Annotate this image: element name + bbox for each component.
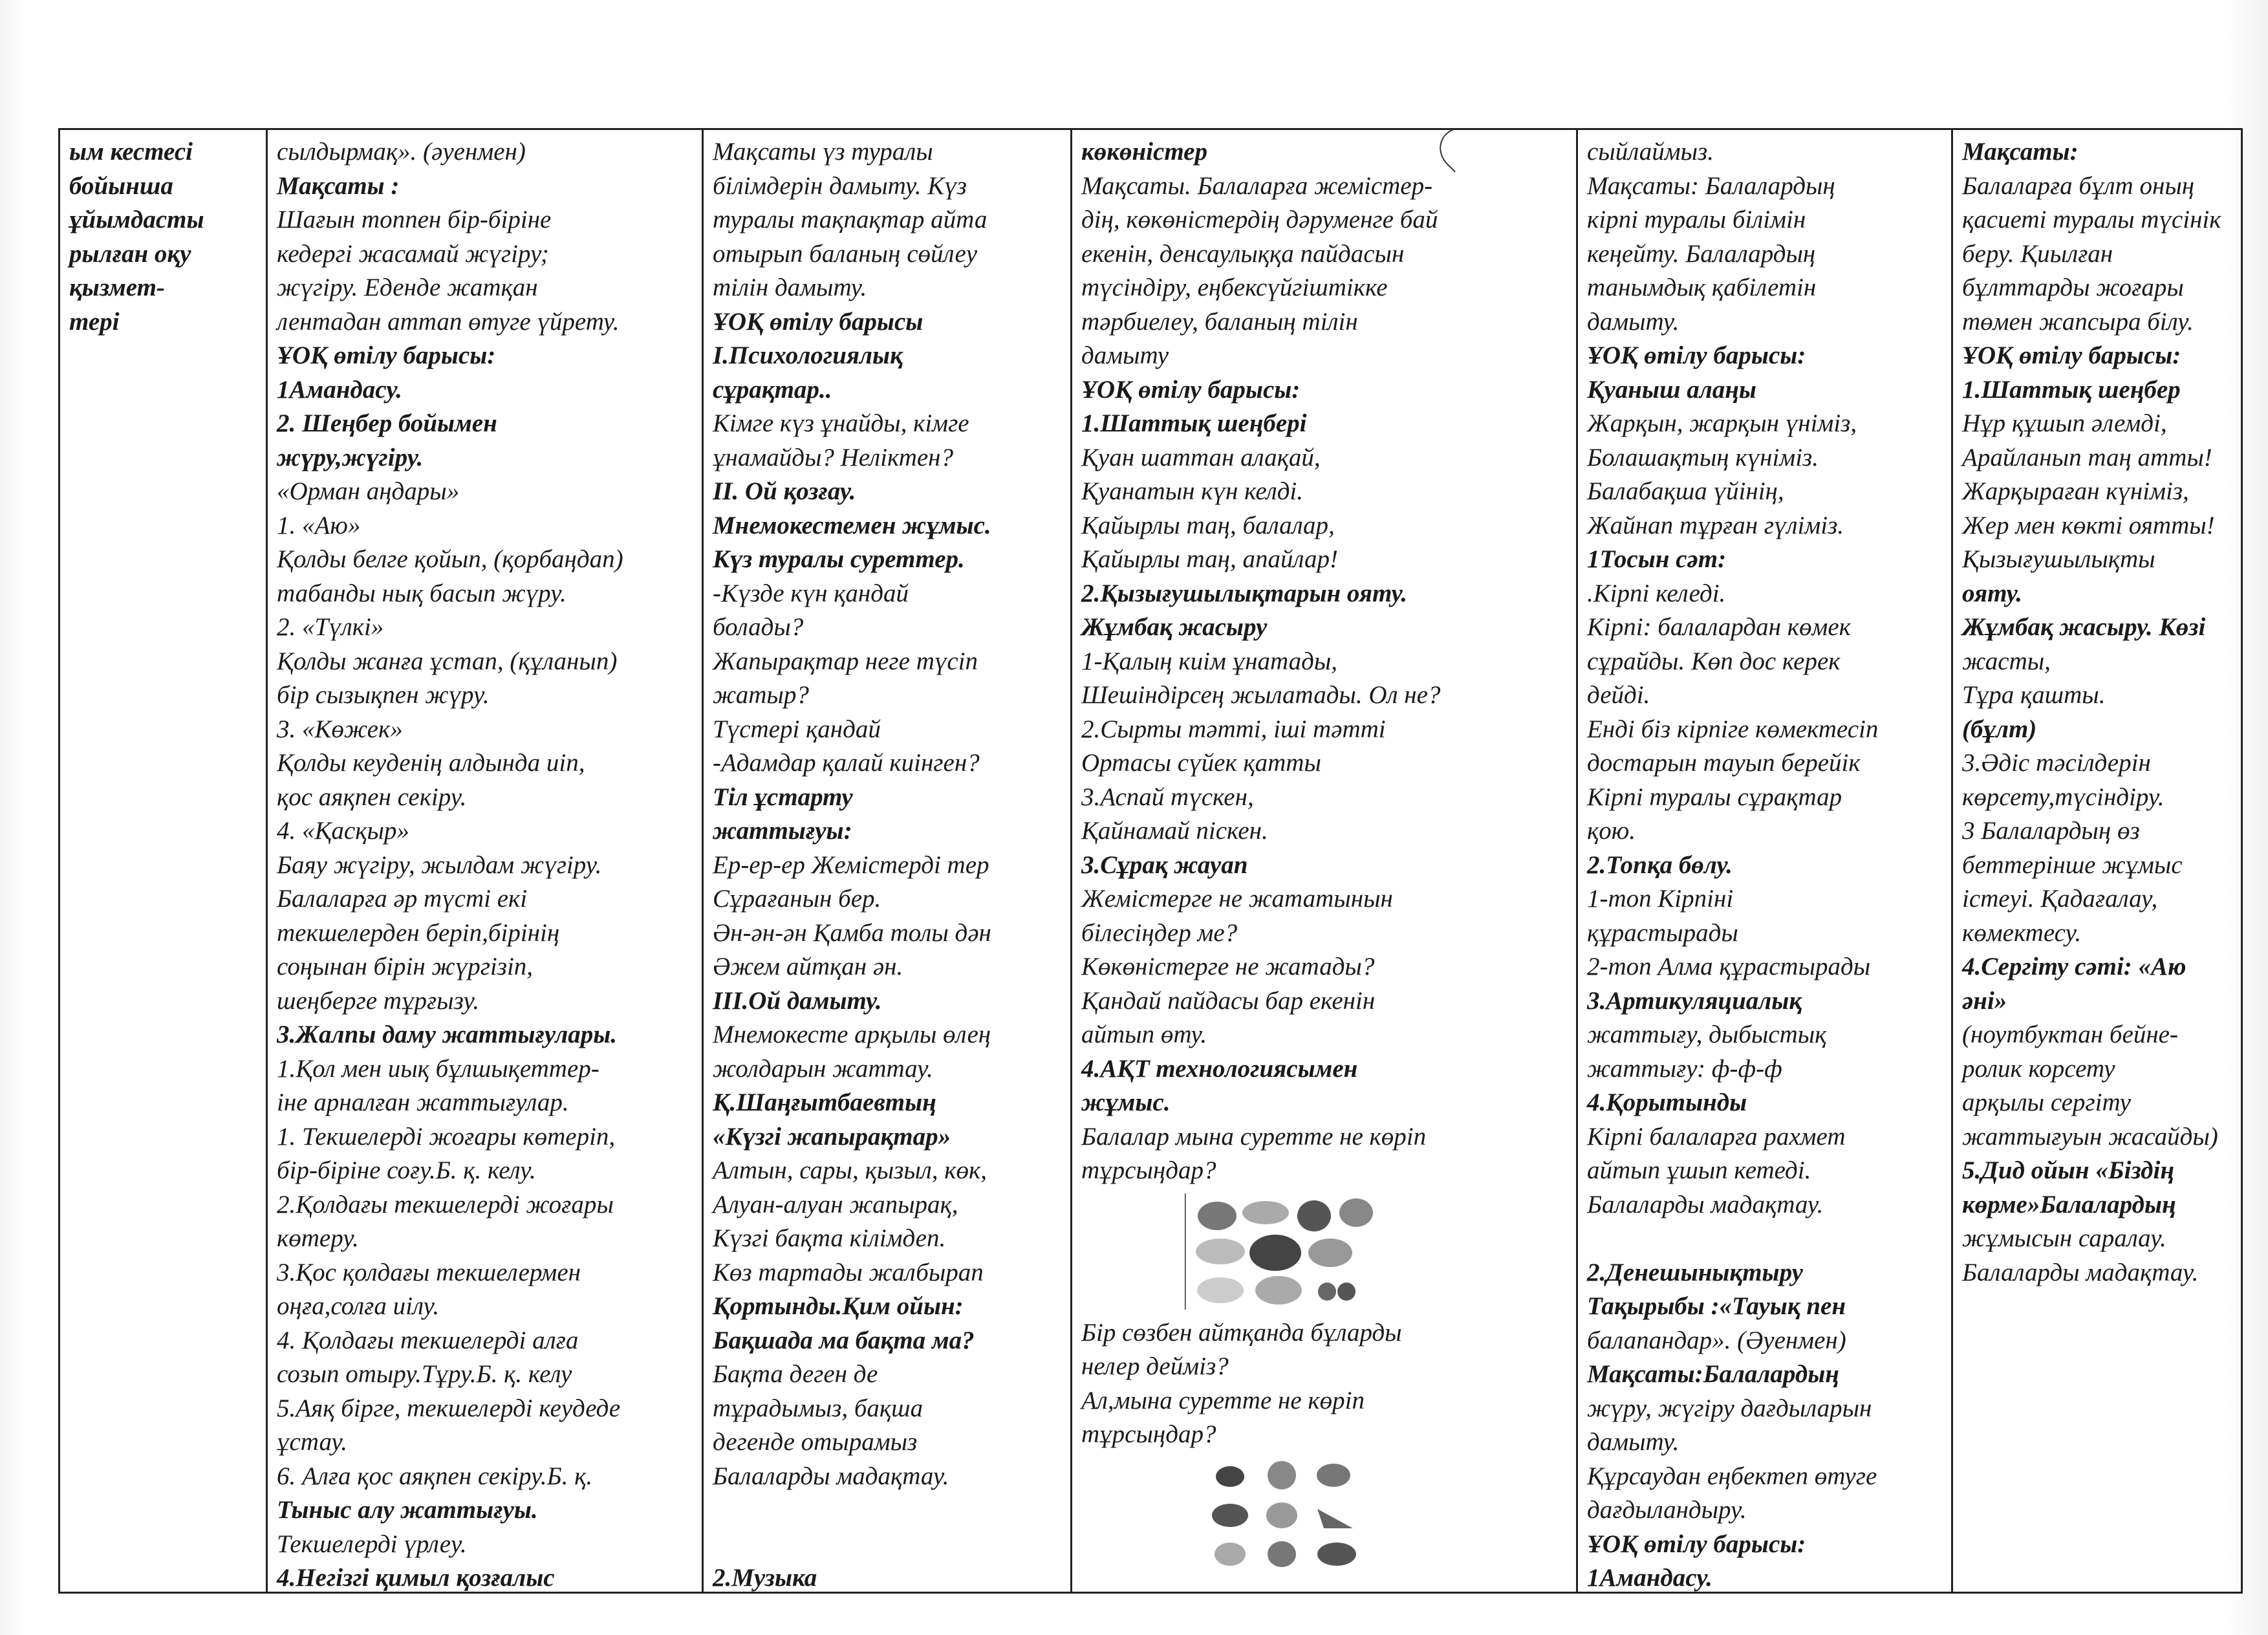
text-line: қою. (1587, 817, 1636, 845)
text-line: жаттығуы: (713, 817, 852, 845)
text-line: Мақсаты: Балалардың (1587, 171, 1835, 200)
text-line: іне арналған жаттығулар. (277, 1088, 569, 1116)
text-line: табанды нық басып жүру. (277, 579, 567, 607)
text-line: Тақырыбы :«Тауық пен (1587, 1292, 1846, 1320)
text-line: 3.Әдіс тәсілдерін (1962, 749, 2151, 777)
text-line: дің, көкөністердің дәруменге бай (1081, 206, 1438, 233)
text-line: Қайырлы таң, апайлар! (1081, 545, 1338, 573)
text-line: Тұра қашты. (1962, 681, 2106, 709)
text-line: оңға,солға иілу. (277, 1292, 440, 1320)
text-line: көрме»Балалардың (1962, 1190, 2176, 1218)
text-line: 5.Аяқ бірге, текшелерді кеудеде (277, 1394, 621, 1422)
text-line: көрсету,түсіндіру. (1962, 783, 2165, 811)
text-line: рылған оқу (69, 239, 191, 268)
text-line: қасиеті туралы түсінік (1962, 206, 2221, 233)
text-line: 4.Негізгі қимыл қозғалыс (277, 1564, 555, 1592)
text-line: Енді біз кірпіге көмектесіп (1587, 715, 1879, 743)
text-line: туралы тақпақтар айта (713, 206, 988, 233)
column-wednesday (1070, 130, 1576, 1592)
text-line: Жұмбақ жасыру (1081, 613, 1268, 641)
text-line: бір-біріне соғу.Б. қ. келу. (277, 1156, 536, 1184)
text-line: 4. Қолдағы текшелерді алға (277, 1326, 579, 1354)
text-line: 1.Шаттық шеңбері (1081, 409, 1307, 437)
text-line: көтеру. (277, 1224, 359, 1252)
text-line: Жайнап тұрған гүліміз. (1587, 511, 1844, 539)
text-line: ҰОҚ өтілу барысы: (1962, 341, 2181, 369)
lesson-plan-table (58, 128, 2243, 1594)
text-line: Күз туралы суреттер. (713, 545, 965, 573)
text-line: Мақсаты үз туралы (713, 138, 933, 166)
text-line: ҰОҚ өтілу барысы: (277, 341, 496, 369)
text-line: бұлттарды жоғары (1962, 274, 2184, 301)
text-line: ым кестесі (69, 138, 193, 166)
text-line: ояту. (1962, 579, 2023, 607)
text-line: ұстау. (277, 1428, 348, 1456)
text-line: 3.Сұрақ жауап (1081, 850, 1248, 879)
column-friday (1951, 130, 2243, 1592)
text-line: танымдық қабілетін (1587, 274, 1817, 301)
text-line: .Кірпі келеді. (1587, 579, 1726, 607)
text-line: Қандай пайдасы бар екенін (1081, 986, 1376, 1015)
text-line: көкөністер (1081, 138, 1207, 166)
text-line: тұрсыңдар? (1081, 1420, 1216, 1448)
text-line: Мақсаты:Балалардың (1587, 1360, 1839, 1388)
text-line: дегенде отырамыз (713, 1428, 918, 1456)
text-line: 4.АҚТ технологиясымен (1081, 1054, 1358, 1083)
text-line: бір сызықпен жүру. (277, 681, 490, 709)
text-line: екенін, денсаулыққа пайдасын (1081, 239, 1405, 268)
text-line: ҰОҚ өтілу барысы: (1081, 375, 1301, 404)
text-line: білімдерін дамыту. Күз (713, 171, 967, 200)
text-line: Шешіндірсең жылатады. Ол не? (1081, 681, 1441, 709)
text-line: Қуаныш алаңы (1587, 375, 1756, 404)
text-line: Балаларға әр түсті екі (277, 885, 528, 913)
text-line: Қолды белге қойып, (қорбаңдап) (277, 545, 623, 573)
text-line: 2.Сырты тәтті, іші тәтті (1081, 715, 1386, 743)
text-line: жүгіру. Еденде жатқан (277, 274, 538, 301)
text-line: жасты, (1962, 647, 2051, 675)
text-line: сылдырмақ». (әуенмен) (277, 138, 526, 166)
text-line: Жарқын, жарқын үніміз, (1587, 409, 1857, 437)
text-line: сыйлаймыз. (1587, 138, 1714, 166)
text-line: Мақсаты : (277, 171, 400, 200)
text-line: сұрайды. Көп дос керек (1587, 647, 1841, 675)
column-monday (266, 130, 702, 1592)
text-line: Ер-ер-ер Жемістерді тер (713, 850, 989, 879)
text-line: дамыту (1081, 341, 1169, 369)
text-line: Тыныс алу жаттығуы. (277, 1496, 538, 1524)
text-line: 4.Қорытынды (1587, 1088, 1747, 1116)
text-line: Баяу жүгіру, жылдам жүгіру. (277, 850, 602, 879)
text-line: білесіңдер ме? (1081, 918, 1238, 947)
text-line: құрастырады (1587, 918, 1738, 947)
text-line: Күзгі бақта кілімдеп. (713, 1224, 946, 1252)
text-line: Бақшада ма бақта ма? (713, 1326, 975, 1354)
text-line: Текшелерді үрлеу. (277, 1530, 467, 1558)
text-line: Жемістерге не жататынын (1081, 885, 1393, 913)
text-line: 3 Балалардың өз (1962, 817, 2140, 845)
text-line: 5.Дид ойын «Біздің (1962, 1156, 2174, 1184)
text-line: ҰОҚ өтілу барысы (713, 307, 923, 336)
text-line: 3.Артикуляциалық (1587, 986, 1802, 1015)
text-line: Ән-ән-ән Қамба толы дән (713, 918, 991, 947)
text-line: (бұлт) (1962, 715, 2037, 743)
text-line: Алтын, сары, қызыл, көк, (713, 1156, 987, 1184)
text-line: Кірпі туралы сұрақтар (1587, 783, 1842, 811)
text-line: текшелерден беріп,бірінің (277, 918, 560, 947)
text-line: Жапырақтар неге түсіп (713, 647, 978, 675)
text-line: 2.Топқа бөлу. (1587, 850, 1733, 879)
text-line: Ортасы сүйек қатты (1081, 749, 1321, 777)
text-line: ұйымдасты (69, 206, 204, 233)
text-line: 3.Қос қолдағы текшелермен (277, 1258, 581, 1286)
text-line: соңынан бірін жүргізіп, (277, 953, 534, 980)
text-line: беру. Қиылған (1962, 239, 2113, 268)
text-line: Жұмбақ жасыру. Көзі (1962, 613, 2206, 641)
text-line (1587, 1222, 1951, 1256)
text-line: -Адамдар қалай киінген? (713, 749, 980, 777)
text-line: 3.Жалпы даму жаттығулары. (277, 1021, 618, 1048)
text-line: жұмыс. (1081, 1088, 1171, 1116)
text-line: Құрсаудан еңбектеп өтуге (1587, 1462, 1877, 1490)
text-line: 2-топ Алма құрастырады (1587, 953, 1871, 980)
text-line: арқылы сергіту (1962, 1088, 2131, 1116)
text-line: болады? (713, 613, 804, 641)
text-line: тілін дамыту. (713, 274, 867, 301)
text-line: Мақсаты. Балаларға жемістер- (1081, 171, 1433, 200)
text-line: жаттығу: ф-ф-ф (1587, 1054, 1782, 1083)
text-line: Қызығушылықты (1962, 545, 2155, 573)
text-line: Қуанатын күн келді. (1081, 477, 1304, 505)
text-line: Балабақша үйінің, (1587, 477, 1784, 505)
text-line: ІІ. Ой қозғау. (713, 477, 856, 505)
text-line: төмен жапсыра білу. (1962, 307, 2194, 336)
text-line: Балаларды мадақтау. (713, 1462, 949, 1490)
text-line: көмектесу. (1962, 918, 2082, 947)
text-line: 1-Қалың киім ұнатады, (1081, 647, 1337, 675)
text-line: Қуан шаттан алақай, (1081, 443, 1321, 471)
text-line: жаттығу, дыбыстық (1587, 1021, 1827, 1048)
fruits-collage-image (1185, 1193, 1576, 1310)
text-line: кірпі туралы білімін (1587, 206, 1806, 233)
text-line: айтып өту. (1081, 1021, 1207, 1048)
text-line: 1.Қол мен иық бұлшықеттер- (277, 1054, 599, 1083)
column-tuesday (702, 130, 1070, 1592)
text-line: 1-топ Кірпіні (1587, 885, 1734, 913)
text-line: 6. Алға қос аяқпен секіру.Б. қ. (277, 1462, 593, 1490)
text-line: Қ.Шаңғытбаевтың (713, 1088, 936, 1116)
text-line: балапандар». (Әуенмен) (1587, 1326, 1846, 1354)
text-line: Көз тартады жалбырап (713, 1258, 984, 1286)
text-line: Көкөністерге не жатады? (1081, 953, 1375, 980)
text-line: ролик корсету (1962, 1054, 2115, 1083)
text-line: Кірпі: балалардан көмек (1587, 613, 1851, 641)
text-line: Ал,мына суретте не көріп (1081, 1386, 1365, 1414)
text-line: тұрадымыз, бақша (713, 1394, 923, 1422)
text-line: Жер мен көкті оятты! (1962, 511, 2215, 539)
text-line: отырып баланың сөйлеу (713, 239, 978, 268)
text-line: әні» (1962, 986, 2007, 1015)
text-line: Балаларға бұлт оның (1962, 171, 2195, 200)
text-line: Түстері қандай (713, 715, 881, 743)
text-line: Әжем айтқан ән. (713, 953, 903, 980)
text-line: 4.Сергіту сәті: «Аю (1962, 953, 2187, 980)
text-line: 1Тосын сәт: (1587, 545, 1727, 573)
text-line: Қортынды.Қим ойын: (713, 1292, 964, 1320)
text-line: Кірпі балаларға рахмет (1587, 1122, 1846, 1151)
text-line: беттерінше жұмыс (1962, 850, 2183, 879)
text-line: бойынша (69, 171, 173, 200)
text-line: Арайланып таң атты! (1962, 443, 2212, 471)
text-line: Бақта деген де (713, 1360, 878, 1388)
text-line: айтып ұшып кетеді. (1587, 1156, 1811, 1184)
text-line: дамыту. (1587, 307, 1679, 336)
text-line: жолдарын жаттау. (713, 1054, 933, 1083)
text-line: Балаларды мадақтау. (1587, 1190, 1824, 1218)
text-line: кедергі жасамай жүгіру; (277, 239, 549, 268)
text-line: Кімге күз ұнайды, кімге (713, 409, 969, 437)
text-line: қызмет- (69, 274, 165, 301)
text-line: Мақсаты: (1962, 138, 2079, 166)
text-line: -Күзде күн қандай (713, 579, 909, 607)
text-line: Бір сөзбен айтқанда бұларды (1081, 1318, 1402, 1347)
text-line (713, 1493, 1070, 1528)
text-line: Қайырлы таң, балалар, (1081, 511, 1335, 539)
text-line: Қолды жанға ұстап, (құланып) (277, 647, 618, 675)
text-line: жатыр? (713, 681, 809, 709)
text-line: 3. «Көжек» (277, 715, 403, 743)
text-line: созып отыру.Тұру.Б. қ. келу (277, 1360, 572, 1388)
text-line: жаттығуын жасайды) (1962, 1122, 2218, 1151)
text-line: жүру, жүгіру дағдыларын (1587, 1394, 1872, 1422)
text-line: дейді. (1587, 681, 1650, 709)
text-line: жұмысын саралау. (1962, 1224, 2166, 1252)
text-line: түсіндіру, еңбексүйгіштікке (1081, 274, 1388, 301)
text-line: ҰОҚ өтілу барысы: (1587, 341, 1806, 369)
text-line: 2. Шеңбер бойымен (277, 409, 497, 437)
text-line: Шағын топпен бір-біріне (277, 206, 552, 233)
text-line: І.Психологиялық (713, 341, 903, 369)
text-line: ҰОҚ өтілу барысы: (1587, 1530, 1806, 1558)
text-line (713, 1528, 1070, 1562)
column-activity-title (60, 130, 266, 1592)
text-line: лентадан аттап өтуге үйрету. (277, 307, 620, 336)
text-line: нелер дейміз? (1081, 1352, 1229, 1380)
text-line: Сұрағанын бер. (713, 885, 881, 913)
text-line: 2.Қызығушылықтарын ояту. (1081, 579, 1407, 607)
text-line: (ноутбуктан бейне- (1962, 1021, 2178, 1048)
text-line: жүру,жүгіру. (277, 443, 424, 471)
text-line: дамыту. (1587, 1428, 1679, 1456)
text-line: 1Амандасу. (277, 375, 402, 404)
text-line: кеңейту. Балалардың (1587, 239, 1816, 268)
text-line: 1Амандасу. (1587, 1564, 1712, 1592)
text-line: Балаларды мадақтау. (1962, 1258, 2199, 1286)
text-line: достарын тауып берейік (1587, 749, 1861, 777)
text-line: дағдыландыру. (1587, 1496, 1747, 1524)
text-line: Алуан-алуан жапырақ, (713, 1190, 958, 1218)
text-line: 2.Музыка (713, 1564, 817, 1592)
paper-tear-mark (1434, 128, 1456, 173)
text-line: тәрбиелеу, баланың тілін (1081, 307, 1358, 336)
text-line: Болашақтың күніміз. (1587, 443, 1819, 471)
text-line: Мнемокесте арқылы өлең (713, 1021, 991, 1048)
text-line: 4. «Қасқыр» (277, 817, 409, 845)
text-line: шеңберге тұрғызу. (277, 986, 480, 1015)
text-line: Тіл ұстарту (713, 783, 853, 811)
text-line: «Орман аңдары» (277, 477, 460, 505)
text-line: Нұр құшып әлемді, (1962, 409, 2167, 437)
text-line: Балалар мына суретте не көріп (1081, 1122, 1427, 1151)
text-line: ІІІ.Ой дамыту. (713, 986, 882, 1015)
text-line: ұнамайды? Неліктен? (713, 443, 954, 471)
text-line: қос аяқпен секіру. (277, 783, 467, 811)
text-line: 1. «Аю» (277, 511, 361, 539)
text-line: 2.Денешынықтыру (1587, 1258, 1803, 1286)
text-line: 3.Аспай түскен, (1081, 783, 1254, 811)
text-line: Қолды кеуденің алдында иіп, (277, 749, 585, 777)
text-line: тері (69, 307, 120, 336)
text-line: 1.Шаттық шеңбер (1962, 375, 2181, 404)
text-line: Жарқыраған күніміз, (1962, 477, 2189, 505)
text-line: тұрсыңдар? (1081, 1156, 1216, 1184)
text-line: 2. «Түлкі» (277, 613, 384, 641)
text-line: 2.Қолдағы текшелерді жоғары (277, 1190, 614, 1218)
text-line: Мнемокестемен жұмыс. (713, 511, 991, 539)
vegetables-collage-image (1211, 1457, 1576, 1574)
text-line: Қайнамай піскен. (1081, 817, 1268, 845)
text-line: 1. Текшелерді жоғары көтеріп, (277, 1122, 616, 1151)
text-line: сұрақтар.. (713, 375, 832, 404)
text-line: «Күзгі жапырақтар» (713, 1122, 951, 1151)
text-line: істеуі. Қадағалау, (1962, 885, 2158, 913)
column-thursday (1576, 130, 1951, 1592)
